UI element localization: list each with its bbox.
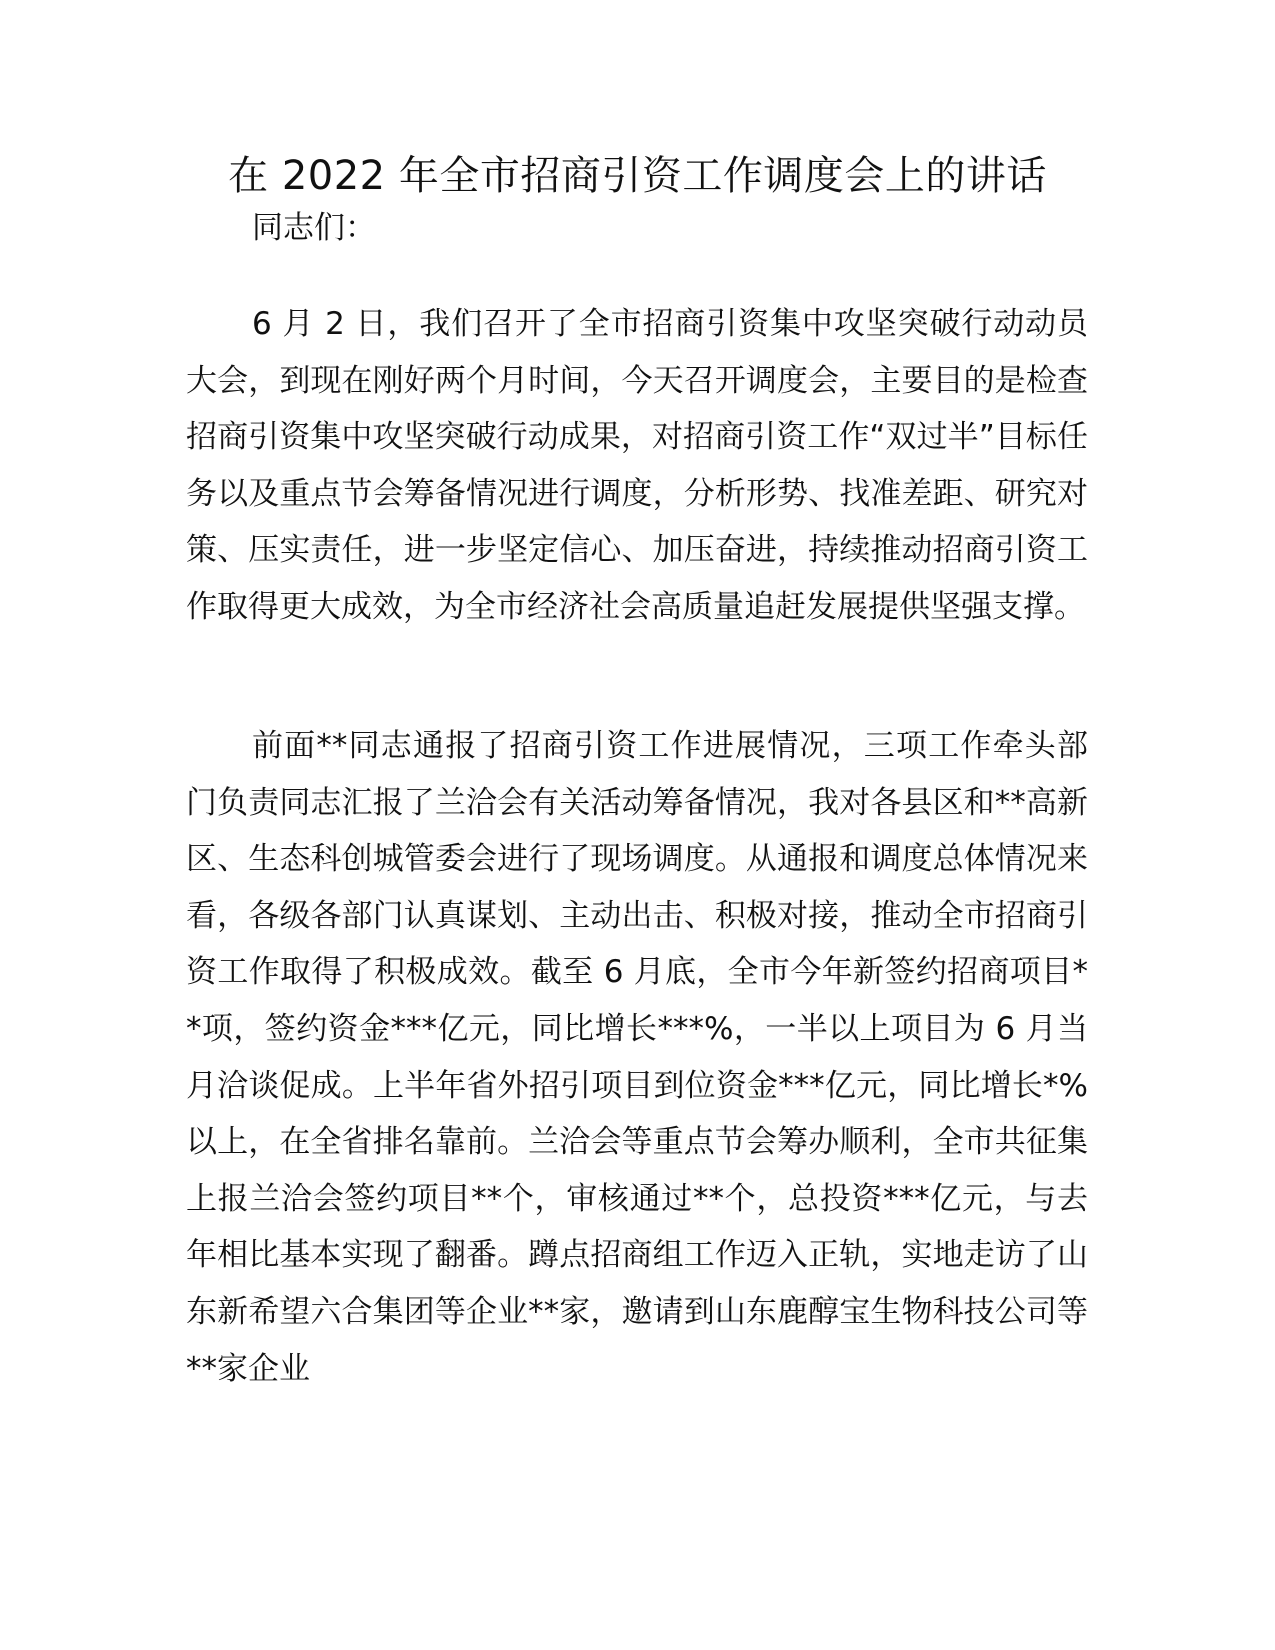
paragraph-1: 6 月 2 日，我们召开了全市招商引资集中攻坚突破行动动员大会，到现在刚好两个月时间，今天召开调度会，主要目的是检查招商引资集中攻坚突破行动成果，对招商引资工作“双过半”目标任务以及重点节会筹备情况进行调度，分析形势、找准差距、研究对策、压实责任，进一步坚定信心、加压奋进，持续推动招商引资工作取得更大成效，为全市经济社会高质量追赶发展提供坚强支撑。: [186, 306, 1088, 625]
greeting: 同志们：: [252, 210, 376, 246]
document-title: 在 2022 年全市招商引资工作调度会上的讲话: [228, 153, 1047, 199]
paragraph-2: 前面**同志通报了招商引资工作进展情况，三项工作牵头部门负责同志汇报了兰洽会有关活动筹备情况，我对各县区和**高新区、生态科创城管委会进行了现场调度。从通报和调度总体情况来看，各级各部门认真谋划、主动出击、积极对接，推动全市招商引资工作取得了积极成效。截至 6 月底，全市今年新签约招商项目**项，签约资金***亿元，同比增长***%，一半以上项目为 6 月当月洽谈促成。上半年省外招引项目到位资金***亿元，同比增长*%以上，在全省排名靠前。兰洽会等重点节会筹办顺利，全市共征集上报兰洽会签约项目**个，审核通过**个，总投资***亿元，与去年相比基本实现了翻番。蹲点招商组工作迈入正轨，实地走访了山东新希望六合集团等企业**家，邀请到山东鹿醇宝生物科技公司等**家企业: [186, 728, 1088, 1387]
